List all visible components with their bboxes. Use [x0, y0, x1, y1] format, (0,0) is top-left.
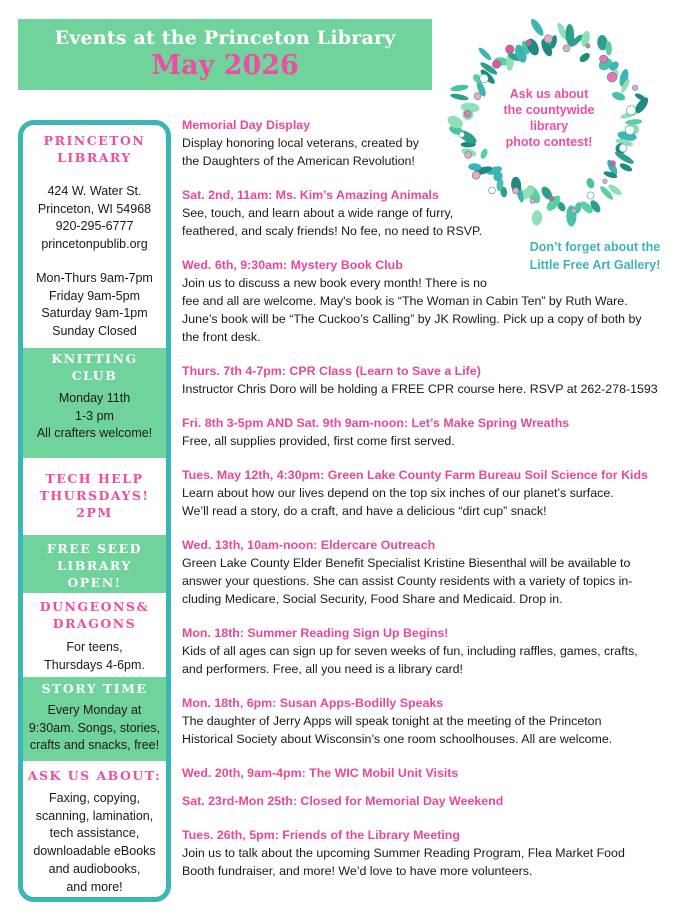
event-item [182, 186, 682, 240]
knitting-title-line: CLUB [71, 367, 118, 383]
event-line: and performers. Free, all you need is a library card! [182, 662, 463, 676]
wreath-flower [474, 93, 481, 100]
event-line: the front desk. [182, 330, 261, 344]
story-time-line: 9:30am. Songs, stories, [28, 720, 161, 735]
story-time-line: crafts and snacks, free! [29, 738, 160, 753]
info-sidebar [18, 120, 171, 902]
event-heading: Mon. 18th: Summer Reading Sign Up Begins! [182, 626, 449, 640]
photo-contest-line: the countywide [503, 103, 595, 117]
dnd-block [23, 599, 166, 674]
ask-us-line: downloadable eBooks [33, 844, 156, 859]
story-time-details [23, 702, 166, 755]
knitting-line: Monday 11th [58, 390, 131, 405]
wreath-flower [563, 45, 570, 52]
event-item [182, 536, 682, 608]
tech-help-line: TECH HELP [45, 471, 144, 486]
wreath-flower [626, 106, 635, 115]
event-heading: Thurs. 7th 4-7pm: CPR Class (Learn to Save a Life) [182, 364, 481, 378]
dnd-title-line: DUNGEONS& [39, 599, 150, 614]
event-heading: Memorial Day Display [182, 118, 311, 132]
ask-us-line: tech assistance, [49, 826, 140, 841]
ask-us-line: and audiobooks, [48, 861, 141, 876]
ask-us-line: and more! [66, 879, 123, 894]
event-description [182, 554, 682, 608]
event-heading: Sat. 23rd-Mon 25th: Closed for Memorial Day Weekend [182, 794, 504, 808]
wreath-leaf [477, 46, 493, 62]
wreath-flower [600, 55, 608, 63]
dnd-details [23, 639, 166, 675]
tech-help-line: 2PM [76, 504, 113, 520]
flyer-header [18, 19, 432, 90]
event-description [182, 380, 682, 398]
photo-contest-line: Ask us about [509, 87, 589, 101]
event-line: feathered, and scaly friends! No fee, no need to RSVP. [182, 224, 483, 238]
event-item [182, 694, 682, 748]
hours-line: Sunday Closed [52, 324, 137, 338]
website-link[interactable]: princetonpublib.org [41, 237, 148, 251]
event-line: Join us to talk about the upcoming Summer Reading Program, Flea Market Food [182, 846, 625, 860]
event-item [182, 624, 682, 678]
event-item [182, 764, 682, 782]
events-list [182, 116, 682, 896]
knitting-club-title [23, 351, 166, 385]
ask-us-line: scanning, lamination, [35, 808, 154, 823]
dnd-title [23, 599, 166, 633]
art-gallery-line: Don’t forget about the [529, 240, 661, 254]
story-time-block [23, 677, 166, 761]
event-line: answer your questions. She can assist County residents with a variety of topics in- [182, 574, 633, 588]
event-line: The daughter of Jerry Apps will speak tonight at the meeting of the Princeton [182, 714, 602, 728]
event-line: Historical Society about Wisconsin’s one room schoolhouses. All are welcome. [182, 732, 613, 746]
event-item [182, 256, 682, 346]
event-line: Booth fundraiser, and more! We’d love to have more volunteers. [182, 864, 533, 878]
hours-line: Friday 9am-5pm [49, 288, 140, 303]
event-description [182, 432, 682, 450]
event-heading: Wed. 13th, 10am-noon: Eldercare Outreach [182, 538, 436, 552]
event-description [182, 484, 682, 520]
event-item [182, 466, 682, 520]
library-info-block [23, 133, 166, 341]
event-line: Display honoring local veterans, created by [182, 136, 419, 150]
wreath-flower [506, 45, 515, 54]
event-description [182, 204, 682, 240]
event-line: June’s book will be “The Cuckoo’s Calling” by JK Rowling. Pick up a copy of both by [182, 312, 642, 326]
dnd-line: Thursdays 4-6pm. [44, 657, 145, 672]
event-line: Join us to discuss a new book every month! There is no [182, 276, 487, 290]
event-heading: Wed. 20th, 9am-4pm: The WIC Mobil Unit Visits [182, 766, 459, 780]
knitting-title-line: KNITTING [51, 351, 138, 366]
wreath-flower [586, 44, 590, 48]
knitting-line: All crafters welcome! [36, 426, 153, 441]
photo-contest-line: photo contest! [505, 135, 593, 149]
story-time-title: STORY TIME [41, 681, 148, 696]
event-heading: Tues. 26th, 5pm: Friends of the Library Meeting [182, 828, 460, 842]
wreath-flower [480, 74, 489, 83]
art-gallery-line: Little Free Art Gallery! [529, 258, 661, 272]
wreath-flower [544, 35, 552, 43]
event-item [182, 792, 682, 810]
seed-library-block [23, 535, 166, 593]
dnd-title-line: DRAGONS [52, 615, 137, 631]
tech-help-block [23, 471, 166, 522]
knitting-club-details [23, 390, 166, 443]
event-item [182, 414, 682, 450]
event-heading: Fri. 8th 3-5pm AND Sat. 9th 9am-noon: Let’s Make Spring Wreaths [182, 416, 570, 430]
knitting-line: 1-3 pm [75, 408, 114, 423]
library-hours [23, 270, 166, 341]
library-title-line: PRINCETON [43, 133, 146, 148]
wreath-flower [526, 40, 532, 46]
tech-help-line: THURSDAYS! [39, 487, 150, 503]
wreath-flower [492, 60, 500, 68]
ask-us-block [23, 768, 166, 896]
event-description [182, 712, 682, 748]
event-description [182, 134, 682, 170]
event-description [182, 274, 682, 346]
seed-library-line: FREE SEED [46, 541, 143, 556]
library-title [23, 133, 166, 167]
address-line: 424 W. Water St. [47, 183, 142, 198]
flyer-title: Events at the Princeton Library [54, 27, 396, 49]
wreath-flower [607, 72, 617, 82]
event-line: the Daughters of the American Revolution! [182, 154, 415, 168]
event-line: Free, all supplies provided, first come first served. [182, 434, 455, 448]
event-item [182, 362, 682, 398]
wreath-flower [632, 85, 637, 90]
wreath-leaf [450, 84, 469, 93]
ask-us-line: Faxing, copying, [48, 790, 141, 805]
event-item [182, 116, 682, 170]
ask-us-details [23, 790, 166, 897]
library-address [23, 183, 166, 254]
event-line: Kids of all ages can sign up for seven weeks of fun, including raffles, games, crafts, [182, 644, 638, 658]
event-description [182, 844, 682, 880]
seed-library-line: OPEN! [67, 574, 122, 590]
phone-number: 920-295-6777 [55, 219, 134, 234]
event-heading: Wed. 6th, 9:30am: Mystery Book Club [182, 258, 403, 272]
wreath-leaf [578, 51, 592, 64]
flyer-month: May 2026 [151, 50, 299, 81]
tech-help-title [23, 471, 166, 522]
wreath-leaf [529, 17, 546, 37]
event-heading: Mon. 18th, 6pm: Susan Apps-Bodilly Speaks [182, 696, 444, 710]
event-line: Instructor Chris Doro will be holding a FREE CPR course here. RSVP at 262-278-1593 [182, 382, 658, 396]
event-item [182, 826, 682, 880]
hours-line: Saturday 9am-1pm [41, 306, 148, 321]
event-line: We’ll read a story, do a craft, and have a delicious “dirt cup” snack! [182, 504, 547, 518]
event-line: Green Lake County Elder Benefit Specialist Kristine Biesenthal will be available to [182, 556, 631, 570]
knitting-club-block [23, 348, 166, 458]
seed-library-title [23, 541, 166, 592]
event-description [182, 642, 682, 678]
event-line: See, touch, and learn about a wide range of furry, [182, 206, 454, 220]
photo-contest-line: library [529, 119, 569, 133]
story-time-line: Every Monday at [47, 702, 142, 717]
ask-us-title: ASK US ABOUT: [27, 768, 162, 783]
hours-line: Mon-Thurs 9am-7pm [36, 270, 153, 285]
seed-library-line: LIBRARY [57, 557, 132, 573]
event-heading: Tues. May 12th, 4:30pm: Green Lake County Farm Bureau Soil Science for Kids [182, 468, 648, 482]
wreath-leaf [450, 92, 469, 101]
library-title-line: LIBRARY [57, 149, 132, 165]
dnd-line: For teens, [66, 639, 123, 654]
event-line: fee and all are welcome. May's book is “The Woman in Cabin Ten” by Ruth Ware. [182, 294, 628, 308]
event-line: cluding Medicare, Social Security, Food Share and Medicaid. Drop in. [182, 592, 563, 606]
event-heading: Sat. 2nd, 11am: Ms. Kim’s Amazing Animals [182, 188, 439, 202]
event-line: Learn about how our lives depend on the top six inches of our planet’s surface. [182, 486, 614, 500]
wreath-leaf [611, 90, 626, 102]
address-line: Princeton, WI 54968 [37, 201, 152, 216]
